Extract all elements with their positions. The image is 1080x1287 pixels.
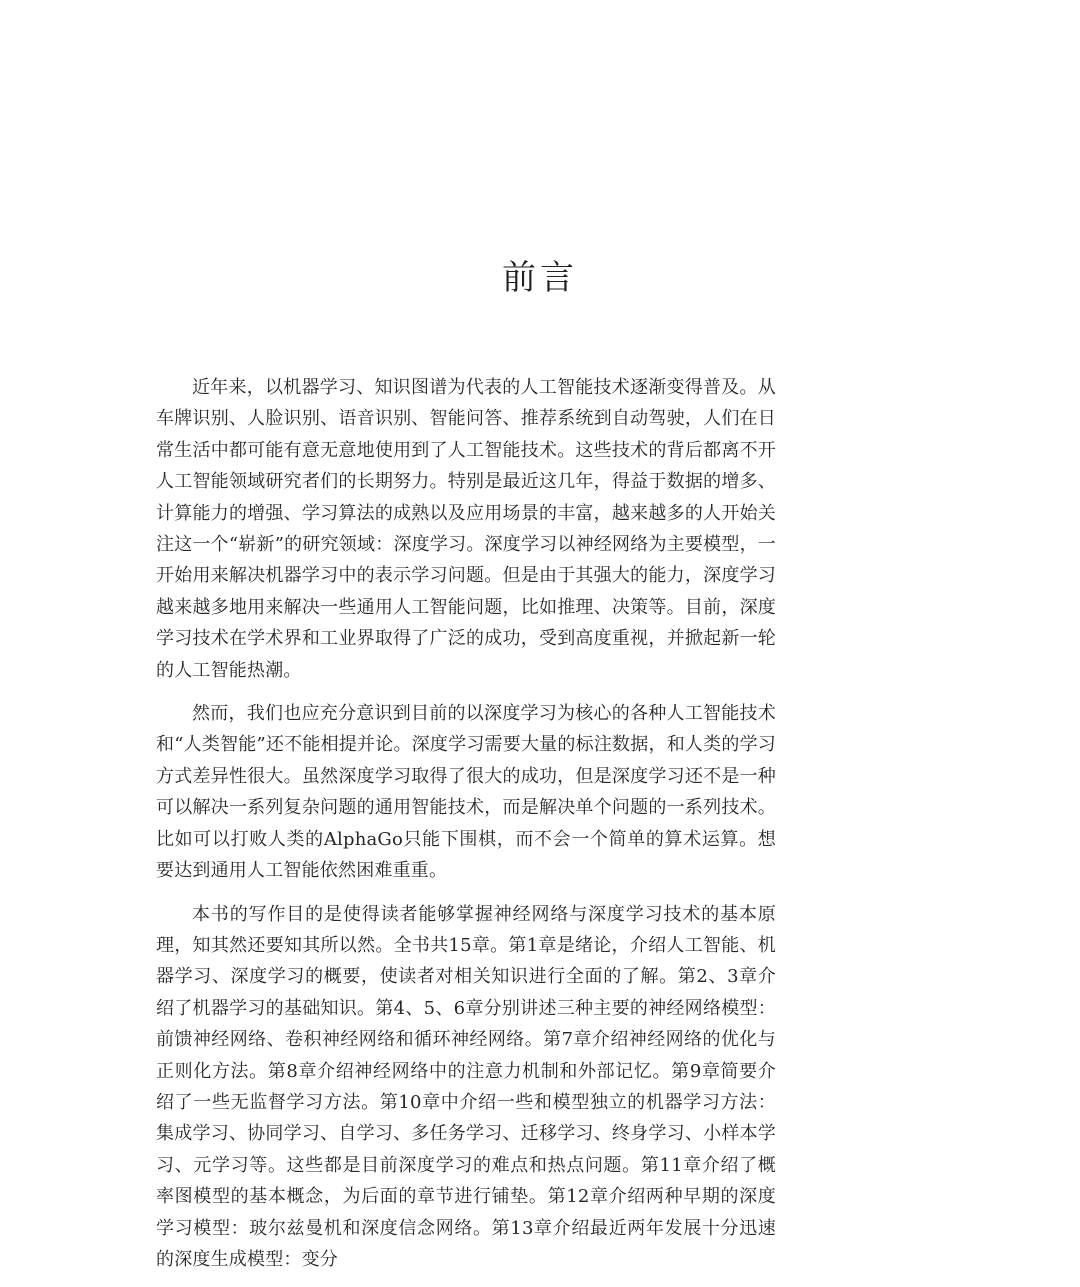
preface-body: [156, 372, 776, 1287]
paragraph-2: 然而，我们也应充分意识到目前的以深度学习为核心的各种人工智能技术和“人类智能”还不能相提并论。深度学习需要大量的标注数据，和人类的学习方式差异性很大。虽然深度学习取得了很大的成功，但是深度学习还不是一种可以解决一系列复杂问题的通用智能技术，而是解决单个问题的一系列技术。比如可以打败人类的AlphaGo只能下围棋，而不会一个简单的算术运算。想要达到通用人工智能依然困难重重。: [156, 703, 776, 882]
paragraph-1: 近年来，以机器学习、知识图谱为代表的人工智能技术逐渐变得普及。从车牌识别、人脸识别、语音识别、智能问答、推荐系统到自动驾驶，人们在日常生活中都可能有意无意地使用到了人工智能技术。这些技术的背后都离不开人工智能领域研究者们的长期努力。特别是最近这几年，得益于数据的增多、计算能力的增强、学习算法的成熟以及应用场景的丰富，越来越多的人开始关注这一个“崭新”的研究领域：深度学习。深度学习以神经网络为主要模型，一开始用来解决机器学习中的表示学习问题。但是由于其强大的能力，深度学习越来越多地用来解决一些通用人工智能问题，比如推理、决策等。目前，深度学习技术在学术界和工业界取得了广泛的成功，受到高度重视，并掀起新一轮的人工智能热潮。: [156, 377, 776, 681]
paragraph-3: 本书的写作目的是使得读者能够掌握神经网络与深度学习技术的基本原理，知其然还要知其所以然。全书共15章。第1章是绪论，介绍人工智能、机器学习、深度学习的概要，使读者对相关知识进行全面的了解。第2、3章介绍了机器学习的基础知识。第4、5、6章分别讲述三种主要的神经网络模型：前馈神经网络、卷积神经网络和循环神经网络。第7章介绍神经网络的优化与正则化方法。第8章介绍神经网络中的注意力机制和外部记忆。第9章简要介绍了一些无监督学习方法。第10章中介绍一些和模型独立的机器学习方法：集成学习、协同学习、自学习、多任务学习、迁移学习、终身学习、小样本学习、元学习等。这些都是目前深度学习的难点和热点问题。第11章介绍了概率图模型的基本概念，为后面的章节进行铺垫。第12章介绍两种早期的深度学习模型：玻尔兹曼机和深度信念网络。第13章介绍最近两年发展十分迅速的深度生成模型：变分: [156, 903, 776, 1270]
page-title: 前言: [502, 258, 578, 298]
